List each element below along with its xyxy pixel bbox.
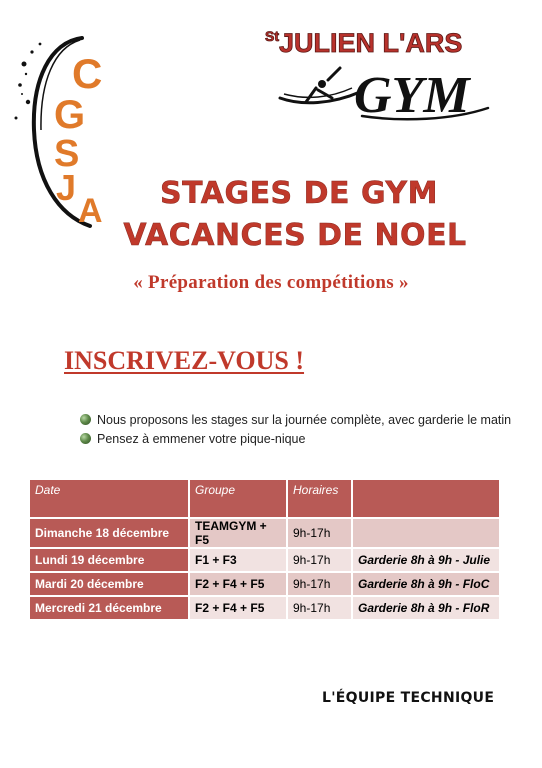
call-to-action: INSCRIVEZ-VOUS !	[64, 346, 305, 375]
table-row	[30, 519, 499, 547]
column-header-date: Date	[30, 480, 188, 517]
list-item-text: Nous proposons les stages sur la journée complète, avec garderie le matin	[97, 412, 512, 427]
column-header-notes	[353, 480, 499, 517]
cell-group: F1 + F3	[190, 549, 286, 571]
list-item	[80, 429, 511, 448]
cell-notes: Garderie 8h à 9h - FloR	[353, 597, 499, 619]
gym-logo	[262, 58, 502, 148]
subtitle: « Préparation des compétitions »	[133, 272, 409, 293]
table-row	[30, 597, 499, 619]
logo-letter-a: A	[78, 192, 103, 230]
logo-letter-j: J	[56, 167, 77, 208]
cell-date: Dimanche 18 décembre	[30, 519, 188, 547]
club-name	[265, 28, 462, 59]
logo-letter-c: C	[72, 50, 103, 97]
cell-notes	[353, 519, 499, 547]
cell-hours: 9h-17h	[288, 549, 351, 571]
cell-notes: Garderie 8h à 9h - FloC	[353, 573, 499, 595]
list-item-text: Pensez à emmener votre pique-nique	[97, 431, 306, 446]
cell-date: Mercredi 21 décembre	[30, 597, 188, 619]
headline-line-2: VACANCES DE NOEL	[123, 218, 467, 253]
column-header-hours: Horaires	[288, 480, 351, 517]
headline-line-1: STAGES DE GYM	[159, 176, 438, 211]
list-item	[80, 410, 511, 429]
cell-date: Mardi 20 décembre	[30, 573, 188, 595]
logo-letter-g: G	[54, 93, 86, 137]
column-header-group: Groupe	[190, 480, 286, 517]
cell-group: TEAMGYM + F5	[190, 519, 286, 547]
cell-notes: Garderie 8h à 9h - Julie	[353, 549, 499, 571]
club-name-prefix: St	[265, 28, 279, 44]
schedule-table	[28, 478, 501, 621]
cell-date: Lundi 19 décembre	[30, 549, 188, 571]
gymnast-graphic	[262, 58, 502, 128]
table-header-row	[30, 480, 499, 517]
cell-hours: 9h-17h	[288, 597, 351, 619]
cell-hours: 9h-17h	[288, 573, 351, 595]
cell-group: F2 + F4 + F5	[190, 597, 286, 619]
info-list	[80, 410, 511, 448]
gym-wordmark: GYM	[354, 67, 470, 124]
signature: L'ÉQUIPE TECHNIQUE	[322, 690, 495, 706]
bullet-icon	[80, 433, 91, 444]
cell-group: F2 + F4 + F5	[190, 573, 286, 595]
logo-letter-s: S	[54, 133, 80, 175]
cell-hours: 9h-17h	[288, 519, 351, 547]
table-row	[30, 573, 499, 595]
club-name-text: JULIEN L'ARS	[279, 28, 463, 58]
table-row	[30, 549, 499, 571]
bullet-icon	[80, 414, 91, 425]
